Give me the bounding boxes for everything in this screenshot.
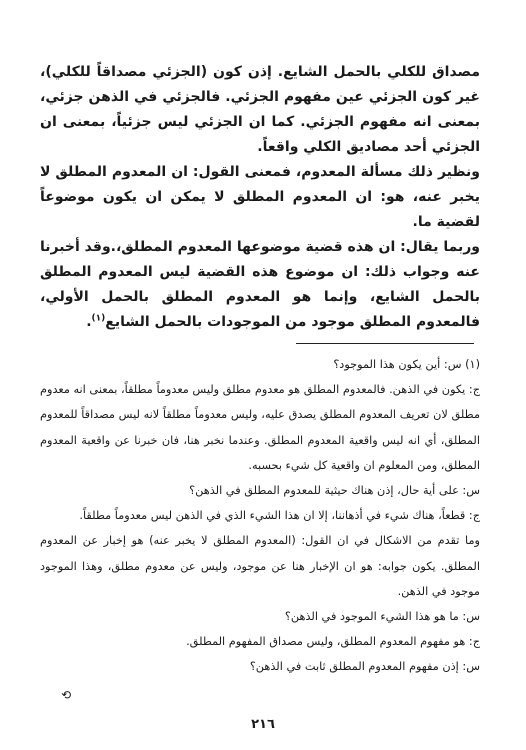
end-period: . xyxy=(86,314,92,330)
footnote-block xyxy=(40,352,480,680)
footnote-line-8: س: إذن مفهوم المعدوم المطلق ثابت في الذهن؟ xyxy=(249,660,480,674)
footnote-line-4: ج: قطعاً، هناك شيء في أذهاننا، إلا ان هذا الشيء الذي في الذهن ليس معدوماً مطلقاً. xyxy=(79,509,480,523)
continuation-mark-icon: ⟲ xyxy=(61,688,72,702)
footnote-line-5: وما تقدم من الاشكال في ان القول: (المعدوم المطلق لا يخبر عنه) هو إخبار عن المعدوم المطلق. يكون جوابه: هو ان الإخبار هنا عن موجود، وليس عن معدوم مطلق، وهذا الموجود موجود في الذهن. xyxy=(40,534,480,598)
main-paragraph-2: ونظير ذلك مسألة المعدوم، فمعنى القول: ان المعدوم المطلق لا يخبر عنه، هو: ان المعدوم المطلق لا يمكن ان يكون موضوعاً لقضية ما. xyxy=(40,164,480,230)
main-paragraph-3-text: وربما يقال: ان هذه قضية موضوعها المعدوم المطلق،.وقد أخبرنا عنه وجواب ذلك: ان موضوع هذه القضية ليس المعدوم المطلق بالحمل الشايع، وإنما هو المعدوم المطلق بالحمل الأولي، فالمعدوم المطلق موجود من الموجودات بالحمل الشايع xyxy=(39,239,480,330)
main-paragraph-1: مصداق للكلي بالحمل الشايع. إذن كون (الجزئي مصداقاً للكلي)، غير كون الجزئي عين مفهوم الجزئي. فالجزئي في الذهن جزئي، بمعنى انه مفهوم الجزئي. كما ان الجزئي ليس جزئياً، بمعنى ان الجزئي أحد مصاديق الكلي واقعاً. xyxy=(40,64,480,155)
page-number: ٢١٦ xyxy=(251,717,275,732)
footnote-line-2: ج: يكون في الذهن. فالمعدوم المطلق هو معدوم مطلق وليس معدوماً مطلقاً، بمعنى انه معدوم مطلق لان تعريف المعدوم المطلق يصدق عليه، وليس معدوماً مطلقاً لانه ليس مصداقاً للمعدوم المطلق، أي انه ليس واقعية المعدوم المطلق. وعندما نخبر هنا، فان خبرنا عن واقعية المعدوم المطلق، ومن المعلوم ان واقعية كل شيء بحسبه. xyxy=(40,383,480,472)
footnote-separator xyxy=(296,343,474,344)
main-text xyxy=(40,60,480,335)
footnote-line-1: (١) س: أين يكون هذا الموجود؟ xyxy=(333,358,480,371)
footnote-line-6: س: ما هو هذا الشيء الموجود في الذهن؟ xyxy=(284,610,480,624)
footnote-line-7: ج: هو مفهوم المعدوم المطلق، وليس مصداق المفهوم المطلق. xyxy=(186,635,480,649)
footnote-line-3: س: على أية حال، إذن هناك حيثية للمعدوم المطلق في الذهن؟ xyxy=(189,484,480,498)
footnote-reference[interactable]: (١) xyxy=(91,313,106,324)
main-paragraph-3 xyxy=(40,235,480,335)
